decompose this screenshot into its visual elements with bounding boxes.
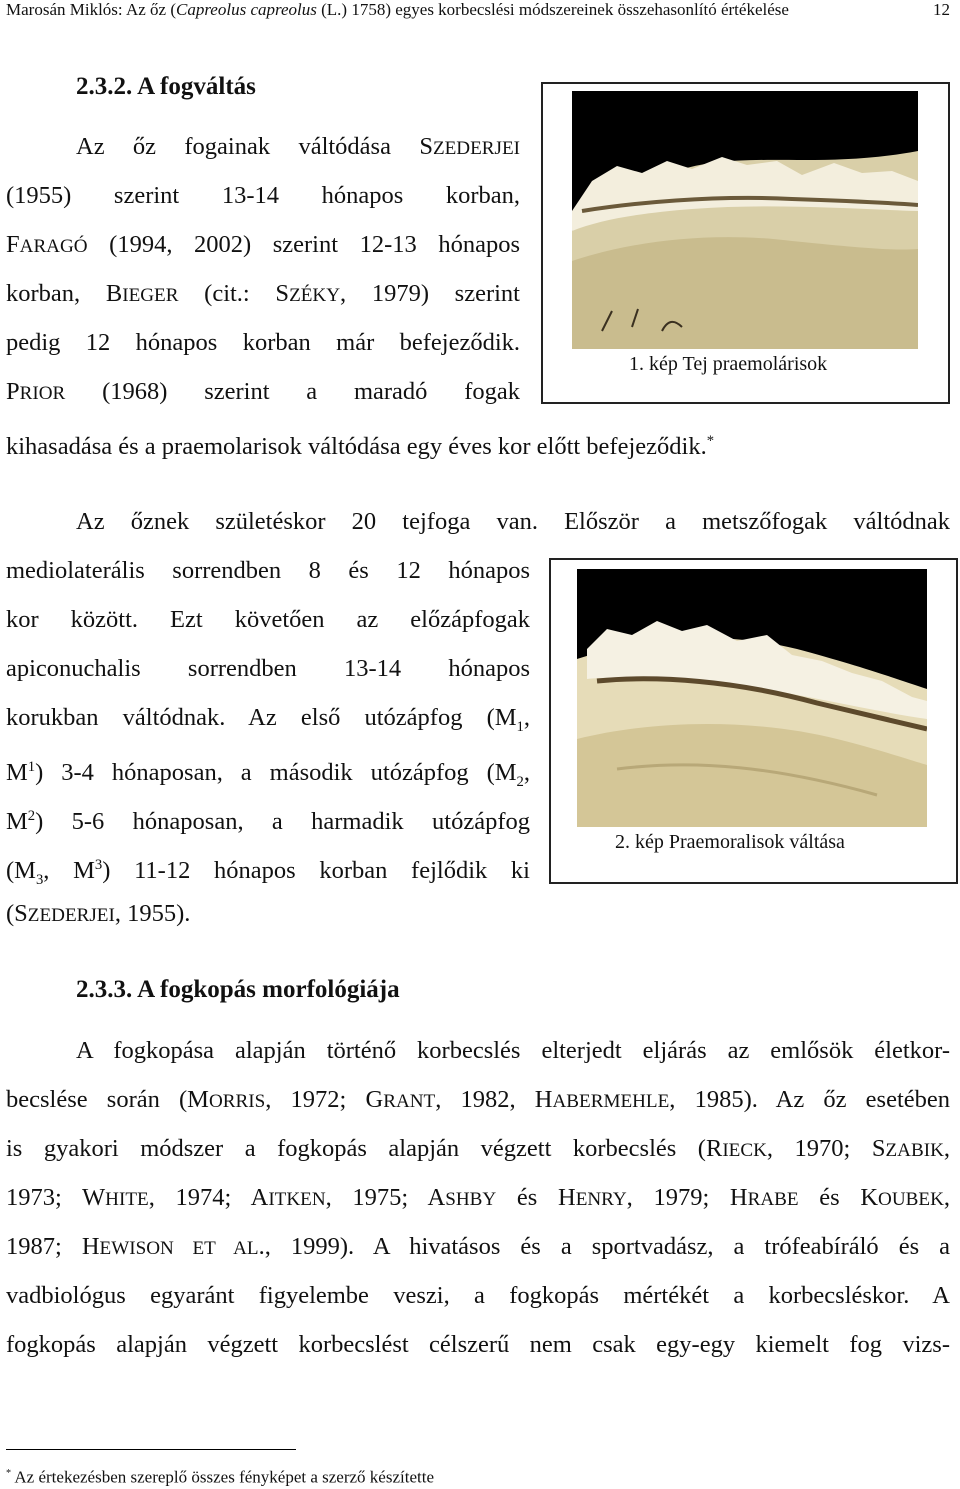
paragraph-line: $M^1$) 3-4 hónaposan, a második utózápfog ($M_2$, <box>6 759 530 791</box>
running-header <box>6 0 954 22</box>
section-heading-fogkopas: 2.3.3. A fogkopás morfológiája <box>76 976 400 1003</box>
paragraph-line: (SZEDERJEI, 1955). <box>6 900 191 927</box>
paragraph-line: kihasadása és a praemolarisok váltódása egy éves kor előtt befejeződik.* <box>6 433 715 461</box>
paragraph-line: korukban váltódnak. Az első utózápfog ($M_1$, <box>6 704 530 735</box>
paragraph-line: becslése során (MORRIS, 1972; GRANT, 1982, HABERMEHLE, 1985). Az őz esetében <box>6 1086 950 1113</box>
paragraph-line: pedig 12 hónapos korban már befejeződik. <box>6 329 520 356</box>
paragraph-line: kor között. Ezt követően az előzápfogak <box>6 606 530 633</box>
figure-2-caption: 2. kép Praemoralisok váltása <box>615 831 845 853</box>
paragraph-line: 1973; WHITE, 1974; AITKEN, 1975; ASHBY és HENRY, 1979; HRABE és KOUBEK, <box>6 1184 950 1211</box>
paragraph-line: A fogkopása alapján történő korbecslés elterjedt eljárás az emlősök életkor- <box>76 1037 950 1064</box>
paragraph-line: mediolaterális sorrendben 8 és 12 hónapos <box>6 557 530 584</box>
figure-1-caption: 1. kép Tej praemolárisok <box>629 353 828 375</box>
paragraph-line: Az őznek születéskor 20 tejfoga van. Először a metszőfogak váltódnak <box>76 508 950 535</box>
figure-2-frame <box>549 558 958 884</box>
figure-2-photo <box>577 569 927 827</box>
header-title: (L.) 1758) egyes korbecslési módszereinek összehasonlító értékelése <box>316 0 789 19</box>
paragraph-line: 1987; HEWISON ET AL., 1999). A hivatásos és a sportvadász, a trófeabíráló és a <box>6 1233 951 1260</box>
page-number: 12 <box>933 0 950 19</box>
paragraph-line: fogkopás alapján végzett korbecslést célszerű nem csak egy-egy kiemelt fog vizs- <box>6 1331 950 1358</box>
paragraph-line: korban, BIEGER (cit.: SZÉKY, 1979) szerint <box>6 280 520 307</box>
paragraph-line: $M^2$) 5-6 hónaposan, a harmadik utózápfog <box>6 808 530 836</box>
paragraph-line: apiconuchalis sorrendben 13-14 hónapos <box>6 655 530 682</box>
paragraph-line: PRIOR (1968) szerint a maradó fogak <box>6 378 520 405</box>
paragraph-line: is gyakori módszer a fogkopás alapján végzett korbecslés (RIECK, 1970; SZABIK, <box>6 1135 950 1162</box>
paragraph-line: Az őz fogainak váltódása SZEDERJEI <box>76 133 520 160</box>
footnote: * Az értekezésben szereplő összes fényképet a szerző készítette <box>6 1467 434 1487</box>
paragraph-line: vadbiológus egyaránt figyelembe veszi, a fogkopás mértékét a korbecsléskor. A <box>6 1282 950 1309</box>
paragraph-line: FARAGÓ (1994, 2002) szerint 12-13 hónapos <box>6 231 520 258</box>
footnote-marker: * <box>706 433 715 449</box>
figure-1-frame <box>541 82 950 404</box>
figure-1-photo <box>572 91 918 349</box>
footnote-divider <box>6 1449 296 1450</box>
section-heading-fogvaltas: 2.3.2. A fogváltás <box>76 73 256 100</box>
header-author: Marosán Miklós: Az őz ( <box>6 0 176 19</box>
paragraph-line: ($M_3$, $M^3$) 11-12 hónapos korban fejlődik ki <box>6 857 530 889</box>
header-species: Capreolus capreolus <box>175 0 317 19</box>
paragraph-line: (1955) szerint 13-14 hónapos korban, <box>6 182 520 209</box>
